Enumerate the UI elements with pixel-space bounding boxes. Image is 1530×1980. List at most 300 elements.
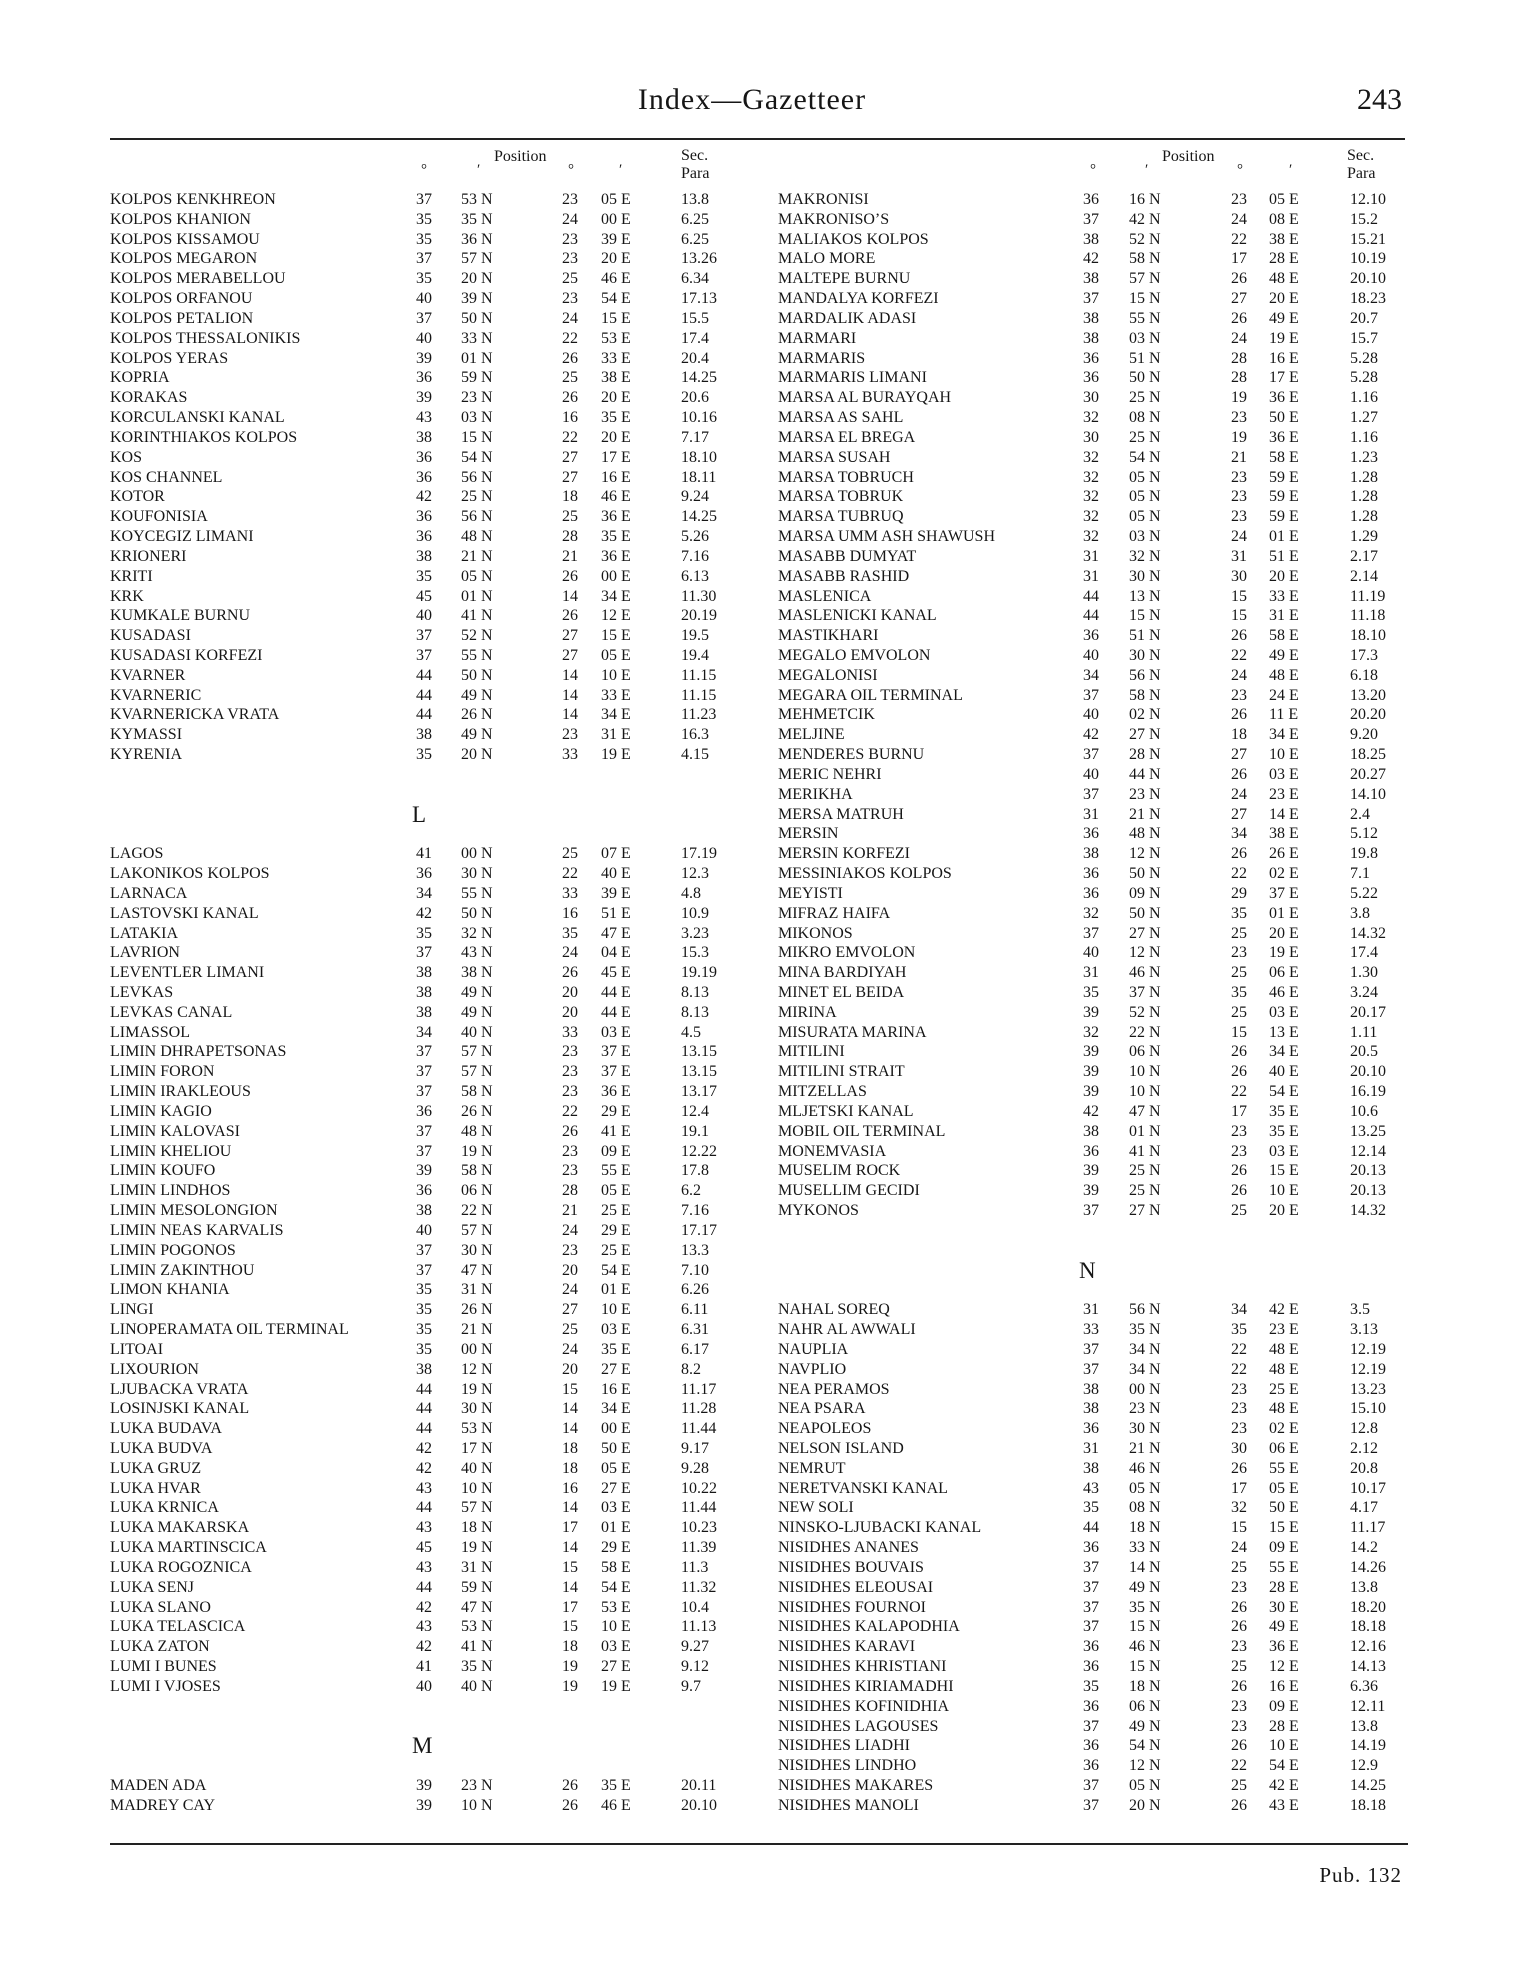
longitude-minutes: 09 E (601, 1142, 631, 1160)
latitude-degrees: 32 (1083, 468, 1099, 486)
section-paragraph: 6.11 (681, 1301, 709, 1319)
place-name: KOLPOS ORFANOU (110, 290, 253, 308)
gazetteer-entry (768, 1122, 1408, 1142)
place-name: MERIC NEHRI (778, 765, 882, 783)
longitude-minutes: 42 E (1269, 1777, 1299, 1794)
gazetteer-entry (100, 1677, 740, 1697)
section-paragraph: 1.11 (1350, 1023, 1378, 1041)
longitude-degrees: 25 (1231, 1658, 1247, 1676)
gazetteer-entry (100, 1122, 740, 1142)
longitude-degrees: 24 (1231, 528, 1247, 546)
section-paragraph: 12.9 (1350, 1757, 1378, 1775)
gazetteer-entry (100, 864, 740, 884)
latitude-degrees: 39 (416, 1777, 432, 1794)
longitude-degrees: 23 (562, 1241, 578, 1259)
section-paragraph: 6.25 (681, 230, 709, 248)
section-paragraph: 12.3 (681, 865, 709, 883)
section-paragraph: 15.10 (1350, 1400, 1386, 1418)
longitude-minutes: 01 E (1269, 528, 1299, 546)
longitude-degrees: 24 (562, 1221, 578, 1239)
section-paragraph: 14.25 (1350, 1777, 1386, 1794)
longitude-minutes: 25 E (601, 1202, 631, 1220)
gazetteer-entry (768, 230, 1408, 250)
gazetteer-entry (100, 1360, 740, 1380)
longitude-degrees: 26 (1231, 309, 1247, 327)
longitude-minutes: 36 E (601, 1083, 631, 1101)
section-paragraph: 2.17 (1350, 547, 1378, 565)
gazetteer-entry (100, 1161, 740, 1181)
section-paragraph: 20.17 (1350, 1003, 1386, 1021)
longitude-minutes: 02 E (1269, 1420, 1299, 1438)
longitude-degrees: 17 (562, 1598, 578, 1616)
gazetteer-entry (100, 507, 740, 527)
longitude-minutes: 49 E (1269, 1618, 1299, 1636)
gazetteer-entry (768, 924, 1408, 944)
latitude-minutes: 31 N (461, 1558, 493, 1576)
section-paragraph: 4.5 (681, 1023, 701, 1041)
latitude-degrees: 30 (1083, 389, 1099, 407)
section-paragraph: 8.13 (681, 984, 709, 1001)
longitude-minutes: 12 E (601, 607, 631, 625)
longitude-degrees: 22 (562, 329, 578, 347)
place-name: LUKA SLANO (110, 1598, 211, 1616)
section-paragraph: 4.8 (681, 884, 701, 902)
longitude-minutes: 40 E (601, 865, 631, 883)
section-paragraph: 15.5 (681, 309, 709, 327)
longitude-degrees: 27 (1231, 805, 1247, 823)
place-name: MARSA EL BREGA (778, 428, 916, 446)
place-name: LEVENTLER LIMANI (110, 964, 265, 982)
section-paragraph: 17.4 (1350, 944, 1378, 962)
longitude-minutes: 15 E (601, 627, 631, 645)
longitude-minutes: 16 E (1269, 349, 1299, 367)
longitude-minutes: 28 E (1269, 250, 1299, 268)
section-paragraph: 11.13 (681, 1618, 717, 1636)
latitude-degrees: 36 (416, 448, 432, 466)
longitude-minutes: 36 E (1269, 428, 1299, 446)
section-paragraph: 20.10 (1350, 270, 1386, 288)
section-paragraph: 17.19 (681, 845, 717, 863)
latitude-minutes: 20 N (1129, 1796, 1161, 1814)
gazetteer-entry (100, 547, 740, 567)
longitude-degrees: 26 (1231, 270, 1247, 288)
gazetteer-entry (768, 1756, 1408, 1776)
latitude-degrees: 44 (416, 686, 432, 704)
place-name: KYRENIA (110, 746, 182, 764)
longitude-degrees: 25 (1231, 1003, 1247, 1021)
gazetteer-entry (768, 864, 1408, 884)
gazetteer-entry (768, 844, 1408, 864)
latitude-minutes: 48 N (461, 1122, 493, 1140)
section-paragraph: 17.17 (681, 1221, 717, 1239)
longitude-minutes: 35 E (1269, 1102, 1299, 1120)
longitude-minutes: 49 E (1269, 309, 1299, 327)
place-name: KVARNER (110, 666, 186, 684)
latitude-minutes: 30 N (461, 1400, 493, 1418)
longitude-minutes: 16 E (1269, 1677, 1299, 1695)
place-name: LIMIN KHELIOU (110, 1142, 232, 1160)
place-name: MYKONOS (778, 1202, 859, 1220)
place-name: MAKRONISI (778, 191, 869, 208)
latitude-minutes: 08 N (1129, 409, 1161, 427)
gazetteer-entry (100, 1657, 740, 1677)
latitude-minutes: 57 N (461, 1063, 493, 1081)
longitude-minutes: 16 E (601, 1380, 631, 1398)
place-name: KUSADASI KORFEZI (110, 646, 263, 664)
place-name: KORCULANSKI KANAL (110, 409, 285, 427)
longitude-minutes: 46 E (601, 488, 631, 506)
longitude-degrees: 15 (1231, 1023, 1247, 1041)
gazetteer-entry (100, 705, 740, 725)
longitude-degrees: 23 (1231, 488, 1247, 506)
longitude-degrees: 16 (562, 1479, 578, 1497)
longitude-degrees: 27 (562, 646, 578, 664)
latitude-degrees: 35 (416, 567, 432, 585)
place-name: NISIDHES BOUVAIS (778, 1558, 924, 1576)
place-name: KOLPOS KHANION (110, 210, 251, 228)
latitude-minutes: 40 N (461, 1023, 493, 1041)
longitude-minutes: 50 E (1269, 409, 1299, 427)
place-name: LIMIN LINDHOS (110, 1182, 231, 1200)
longitude-degrees: 21 (1231, 448, 1247, 466)
latitude-minutes: 06 N (1129, 1043, 1161, 1061)
longitude-degrees: 26 (1231, 845, 1247, 863)
longitude-minutes: 03 E (601, 1638, 631, 1656)
section-paragraph: 1.23 (1350, 448, 1378, 466)
gazetteer-entry (100, 844, 740, 864)
longitude-minutes: 38 E (1269, 230, 1299, 248)
longitude-minutes: 58 E (1269, 448, 1299, 466)
place-name: NISIDHES ANANES (778, 1539, 919, 1557)
gazetteer-entry (100, 1221, 740, 1241)
longitude-degrees: 23 (1231, 686, 1247, 704)
longitude-minutes: 36 E (1269, 389, 1299, 407)
gazetteer-entry (768, 388, 1408, 408)
place-name: MISURATA MARINA (778, 1023, 927, 1041)
section-paragraph: 14.19 (1350, 1737, 1386, 1755)
section-paragraph: 11.23 (681, 706, 717, 724)
longitude-degrees: 24 (1231, 210, 1247, 228)
longitude-minutes: 03 E (1269, 765, 1299, 783)
longitude-degrees: 30 (1231, 567, 1247, 585)
longitude-degrees: 26 (1231, 1598, 1247, 1616)
longitude-minutes: 35 E (601, 1340, 631, 1358)
section-paragraph: 10.19 (1350, 250, 1386, 268)
latitude-degrees: 42 (1083, 250, 1099, 268)
longitude-minutes: 34 E (601, 706, 631, 724)
place-name: MARSA TUBRUQ (778, 508, 904, 526)
section-paragraph: 9.12 (681, 1658, 709, 1676)
longitude-minutes: 34 E (601, 587, 631, 605)
section-paragraph: 1.30 (1350, 964, 1378, 982)
longitude-minutes: 04 E (601, 944, 631, 962)
latitude-degrees: 32 (1083, 508, 1099, 526)
place-name: LIMIN MESOLONGION (110, 1202, 278, 1220)
place-name: LIMIN POGONOS (110, 1241, 236, 1259)
longitude-degrees: 25 (562, 1321, 578, 1339)
gazetteer-entry (768, 1657, 1408, 1677)
latitude-minutes: 26 N (461, 706, 493, 724)
section-paragraph: 19.1 (681, 1122, 709, 1140)
gazetteer-entry (100, 289, 740, 309)
gazetteer-entry (768, 1498, 1408, 1518)
latitude-minutes: 48 N (461, 528, 493, 546)
latitude-minutes: 48 N (1129, 825, 1161, 843)
latitude-minutes: 33 N (1129, 1539, 1161, 1557)
longitude-degrees: 24 (1231, 785, 1247, 803)
latitude-minutes: 05 N (1129, 468, 1161, 486)
place-name: MARSA TOBRUCH (778, 468, 914, 486)
gazetteer-entry (100, 1261, 740, 1281)
longitude-degrees: 25 (1231, 1558, 1247, 1576)
latitude-degrees: 37 (416, 191, 432, 208)
latitude-degrees: 37 (416, 627, 432, 645)
longitude-minutes: 09 E (1269, 1697, 1299, 1715)
latitude-degrees: 31 (1083, 1439, 1099, 1457)
latitude-minutes: 57 N (1129, 270, 1161, 288)
latitude-minutes: 05 N (1129, 1777, 1161, 1794)
section-paragraph: 20.13 (1350, 1162, 1386, 1180)
gazetteer-entry (768, 210, 1408, 230)
latitude-minutes: 30 N (461, 865, 493, 883)
latitude-degrees: 43 (416, 409, 432, 427)
section-letter-heading: L (412, 801, 427, 827)
latitude-minutes: 56 N (461, 508, 493, 526)
longitude-degrees: 22 (1231, 1757, 1247, 1775)
longitude-minutes: 02 E (1269, 865, 1299, 883)
place-name: KUMKALE BURNU (110, 607, 250, 625)
latitude-minutes: 33 N (461, 329, 493, 347)
longitude-degrees: 26 (562, 567, 578, 585)
place-name: NINSKO-LJUBACKI KANAL (778, 1519, 982, 1537)
latitude-degrees: 38 (1083, 270, 1099, 288)
longitude-minutes: 05 E (601, 191, 631, 208)
section-paragraph: 17.3 (1350, 646, 1378, 664)
section-paragraph: 12.16 (1350, 1638, 1386, 1656)
latitude-minutes: 51 N (1129, 627, 1161, 645)
gazetteer-entry (768, 646, 1408, 666)
latitude-degrees: 36 (1083, 1539, 1099, 1557)
latitude-degrees: 44 (416, 1499, 432, 1517)
latitude-degrees: 37 (416, 309, 432, 327)
longitude-minutes: 45 E (601, 964, 631, 982)
section-paragraph: 15.21 (1350, 230, 1386, 248)
longitude-degrees: 15 (562, 1558, 578, 1576)
latitude-degrees: 40 (416, 1221, 432, 1239)
latitude-minutes: 34 N (1129, 1360, 1161, 1378)
gazetteer-entry (768, 1677, 1408, 1697)
longitude-minutes: 10 E (601, 666, 631, 684)
sec-label: Sec. (1347, 147, 1375, 164)
place-name: KRIONERI (110, 547, 187, 565)
latitude-minutes: 51 N (1129, 349, 1161, 367)
longitude-degrees: 34 (1231, 825, 1247, 843)
gazetteer-entry (768, 368, 1408, 388)
gazetteer-entry (768, 289, 1408, 309)
longitude-minutes: 00 E (601, 1420, 631, 1438)
place-name: LUMI I BUNES (110, 1658, 217, 1676)
latitude-degrees: 36 (416, 1182, 432, 1200)
longitude-degrees: 23 (1231, 508, 1247, 526)
latitude-minutes: 05 N (461, 567, 493, 585)
longitude-minutes: 25 E (1269, 1380, 1299, 1398)
para-label: Para (1347, 165, 1376, 182)
place-name: LARNACA (110, 884, 188, 902)
longitude-degrees: 22 (1231, 1340, 1247, 1358)
gazetteer-entry (768, 1062, 1408, 1082)
section-paragraph: 13.3 (681, 1241, 709, 1259)
longitude-degrees: 25 (1231, 1202, 1247, 1220)
latitude-degrees: 41 (416, 1658, 432, 1676)
latitude-minutes: 56 N (1129, 666, 1161, 684)
section-letter-heading: N (1079, 1257, 1096, 1283)
latitude-minute-symbol: ′ (1145, 162, 1149, 178)
gazetteer-entry (768, 705, 1408, 725)
section-paragraph: 18.25 (1350, 746, 1386, 764)
place-name: NISIDHES FOURNOI (778, 1598, 927, 1616)
latitude-degrees: 35 (1083, 984, 1099, 1001)
longitude-minutes: 37 E (601, 1063, 631, 1081)
gazetteer-entry (100, 963, 740, 983)
latitude-minutes: 59 N (461, 369, 493, 387)
longitude-degrees: 25 (562, 845, 578, 863)
place-name: KOLPOS MEGARON (110, 250, 258, 268)
place-name: NEA PSARA (778, 1400, 866, 1418)
latitude-degrees: 44 (416, 1400, 432, 1418)
latitude-minutes: 06 N (1129, 1697, 1161, 1715)
latitude-degrees: 38 (416, 1202, 432, 1220)
latitude-minutes: 09 N (1129, 884, 1161, 902)
gazetteer-entry (100, 1598, 740, 1618)
latitude-degrees: 42 (1083, 1102, 1099, 1120)
latitude-minutes: 23 N (461, 1777, 493, 1794)
gazetteer-entry (100, 745, 740, 765)
place-name: NISIDHES LIADHI (778, 1737, 910, 1755)
place-name: MITZELLAS (778, 1083, 867, 1101)
latitude-degrees: 35 (416, 230, 432, 248)
longitude-minutes: 19 E (1269, 944, 1299, 962)
longitude-minutes: 25 E (601, 1241, 631, 1259)
longitude-minutes: 10 E (1269, 746, 1299, 764)
longitude-minutes: 46 E (601, 270, 631, 288)
longitude-degrees: 15 (1231, 607, 1247, 625)
latitude-minutes: 26 N (461, 1102, 493, 1120)
section-paragraph: 5.28 (1350, 369, 1378, 387)
section-paragraph: 20.5 (1350, 1043, 1378, 1061)
place-name: MARMARIS (778, 349, 866, 367)
section-paragraph: 9.17 (681, 1439, 709, 1457)
section-paragraph: 1.16 (1350, 389, 1378, 407)
gazetteer-entry (768, 1023, 1408, 1043)
latitude-degrees: 38 (1083, 1459, 1099, 1477)
latitude-minutes: 15 N (1129, 1658, 1161, 1676)
section-paragraph: 3.8 (1350, 904, 1370, 922)
place-name: MADEN ADA (110, 1777, 207, 1794)
section-paragraph: 6.36 (1350, 1677, 1378, 1695)
longitude-degrees: 23 (562, 1083, 578, 1101)
latitude-degrees: 38 (416, 726, 432, 744)
latitude-degrees: 38 (1083, 1380, 1099, 1398)
section-paragraph: 6.25 (681, 210, 709, 228)
longitude-minutes: 59 E (1269, 508, 1299, 526)
longitude-minutes: 23 E (1269, 785, 1299, 803)
longitude-minutes: 06 E (1269, 1439, 1299, 1457)
longitude-degrees: 23 (1231, 468, 1247, 486)
longitude-minutes: 46 E (601, 1796, 631, 1814)
section-paragraph: 1.28 (1350, 508, 1378, 526)
longitude-minutes: 20 E (601, 250, 631, 268)
longitude-minutes: 47 E (601, 924, 631, 942)
place-name: KORAKAS (110, 389, 188, 407)
longitude-degrees: 33 (562, 746, 578, 764)
gazetteer-entry (768, 943, 1408, 963)
gazetteer-entry (768, 1102, 1408, 1122)
gazetteer-entry (100, 1518, 740, 1538)
section-paragraph: 16.19 (1350, 1083, 1386, 1101)
gazetteer-entry (100, 686, 740, 706)
gazetteer-entry (768, 1598, 1408, 1618)
gazetteer-entry (768, 1796, 1408, 1816)
latitude-degrees: 43 (416, 1558, 432, 1576)
latitude-minutes: 15 N (1129, 290, 1161, 308)
longitude-minutes: 35 E (601, 409, 631, 427)
gazetteer-entry (100, 666, 740, 686)
latitude-degrees: 35 (416, 746, 432, 764)
place-name: LASTOVSKI KANAL (110, 904, 259, 922)
longitude-minutes: 03 E (601, 1499, 631, 1517)
longitude-degrees: 27 (1231, 290, 1247, 308)
section-paragraph: 5.26 (681, 528, 709, 546)
latitude-minutes: 00 N (1129, 1380, 1161, 1398)
longitude-minutes: 01 E (601, 1519, 631, 1537)
section-paragraph: 10.16 (681, 409, 717, 427)
section-paragraph: 6.17 (681, 1340, 709, 1358)
latitude-minutes: 18 N (1129, 1519, 1161, 1537)
latitude-degrees: 36 (1083, 1737, 1099, 1755)
section-paragraph: 11.3 (681, 1558, 709, 1576)
latitude-degrees: 42 (416, 1598, 432, 1616)
longitude-minutes: 15 E (601, 309, 631, 327)
latitude-minutes: 25 N (461, 488, 493, 506)
section-paragraph: 20.7 (1350, 309, 1378, 327)
gazetteer-entry (768, 428, 1408, 448)
latitude-minutes: 17 N (461, 1439, 493, 1457)
longitude-degrees: 23 (562, 230, 578, 248)
section-paragraph: 20.10 (1350, 1063, 1386, 1081)
longitude-minutes: 40 E (1269, 1063, 1299, 1081)
latitude-minutes: 34 N (1129, 1340, 1161, 1358)
gazetteer-entry (100, 587, 740, 607)
latitude-minutes: 52 N (1129, 1003, 1161, 1021)
place-name: NISIDHES KOFINIDHIA (778, 1697, 950, 1715)
latitude-degrees: 37 (416, 1241, 432, 1259)
latitude-degrees: 35 (416, 1340, 432, 1358)
section-paragraph: 7.16 (681, 547, 709, 565)
place-name: MELJINE (778, 726, 845, 744)
longitude-degrees: 18 (1231, 726, 1247, 744)
section-paragraph: 13.8 (681, 191, 709, 208)
place-name: LIXOURION (110, 1360, 199, 1378)
latitude-degrees: 37 (416, 1142, 432, 1160)
place-name: LINOPERAMATA OIL TERMINAL (110, 1321, 349, 1339)
latitude-degrees: 38 (416, 547, 432, 565)
longitude-degrees: 14 (562, 1539, 578, 1557)
longitude-minutes: 10 E (601, 1301, 631, 1319)
gazetteer-entry (100, 1340, 740, 1360)
place-name: MASLENICA (778, 587, 872, 605)
latitude-degrees: 39 (1083, 1162, 1099, 1180)
latitude-degrees: 36 (1083, 369, 1099, 387)
